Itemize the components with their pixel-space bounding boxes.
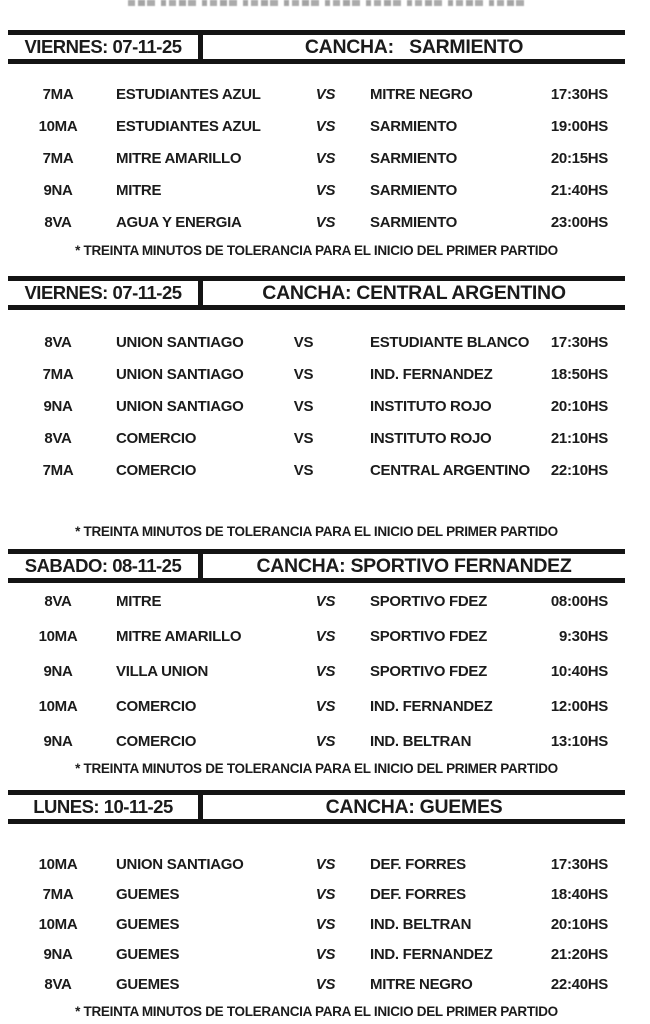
vs-label: VS <box>315 945 336 963</box>
fixture-section <box>8 276 625 540</box>
vs-label: VS <box>315 663 336 680</box>
match-time: 22:40HS <box>550 975 608 993</box>
section-venue-label: CANCHA: SPORTIVO FERNANDEZ <box>256 554 572 577</box>
match-row <box>8 939 625 969</box>
away-team: IND. BELTRAN <box>370 733 472 750</box>
match-row <box>8 584 625 619</box>
away-team: SPORTIVO FDEZ <box>370 593 487 610</box>
match-row <box>8 724 625 759</box>
away-team: SARMIENTO <box>370 213 458 231</box>
match-row <box>8 78 625 110</box>
match-time: 20:10HS <box>550 915 608 933</box>
match-time: 23:00HS <box>550 213 608 231</box>
match-time: 9:30HS <box>558 628 608 645</box>
match-row <box>8 206 625 238</box>
home-team: ESTUDIANTES AZUL <box>116 85 261 103</box>
match-time: 21:20HS <box>550 945 608 963</box>
vs-label: VS <box>293 461 314 479</box>
match-row <box>8 879 625 909</box>
match-list <box>8 78 625 238</box>
home-team: UNION SANTIAGO <box>116 397 244 415</box>
section-header <box>8 790 625 824</box>
match-time: 13:10HS <box>550 733 608 750</box>
match-row <box>8 110 625 142</box>
home-team: AGUA Y ENERGIA <box>116 213 242 231</box>
vs-label: VS <box>315 181 336 199</box>
match-time: 18:40HS <box>550 885 608 903</box>
home-team: COMERCIO <box>116 429 197 447</box>
home-team: COMERCIO <box>116 461 197 479</box>
section-venue-label: CANCHA: GUEMES <box>325 795 503 818</box>
section-header <box>8 549 625 583</box>
fixture-section <box>8 549 625 777</box>
match-time: 17:30HS <box>550 855 608 873</box>
vs-label: VS <box>293 429 314 447</box>
away-team: MITRE NEGRO <box>370 85 473 103</box>
vs-label: VS <box>293 365 314 383</box>
home-team: COMERCIO <box>116 733 197 750</box>
vs-label: VS <box>315 698 336 715</box>
away-team: SPORTIVO FDEZ <box>370 628 487 645</box>
section-date-label: VIERNES: 07-11-25 <box>24 36 182 57</box>
away-team: DEF. FORRES <box>370 885 466 903</box>
match-row <box>8 422 625 454</box>
match-time: 17:30HS <box>550 85 608 103</box>
match-time: 18:50HS <box>550 365 608 383</box>
match-category: 7MA <box>42 885 74 903</box>
vs-label: VS <box>315 628 336 645</box>
match-time: 08:00HS <box>550 593 608 610</box>
away-team: SARMIENTO <box>370 149 458 167</box>
match-row <box>8 390 625 422</box>
home-team: GUEMES <box>116 975 180 993</box>
match-time: 20:10HS <box>550 397 608 415</box>
fixture-section <box>8 790 625 1020</box>
section-header <box>8 30 625 64</box>
match-category: 7MA <box>42 149 74 167</box>
away-team: INSTITUTO ROJO <box>370 429 492 447</box>
match-row <box>8 174 625 206</box>
match-time: 19:00HS <box>550 117 608 135</box>
match-category: 7MA <box>42 85 74 103</box>
vs-label: VS <box>315 149 336 167</box>
match-row <box>8 326 625 358</box>
home-team: UNION SANTIAGO <box>116 333 244 351</box>
match-category: 7MA <box>42 365 74 383</box>
home-team: GUEMES <box>116 885 180 903</box>
match-category: 9NA <box>43 945 73 963</box>
vs-label: VS <box>293 333 314 351</box>
section-date-label: LUNES: 10-11-25 <box>33 796 173 817</box>
vs-label: VS <box>315 213 336 231</box>
away-team: CENTRAL ARGENTINO <box>370 461 530 479</box>
match-category: 9NA <box>43 181 73 199</box>
match-time: 12:00HS <box>550 698 608 715</box>
home-team: COMERCIO <box>116 698 197 715</box>
match-category: 8VA <box>44 593 72 610</box>
match-row <box>8 619 625 654</box>
vs-label: VS <box>315 85 336 103</box>
vs-label: VS <box>315 593 336 610</box>
match-row <box>8 849 625 879</box>
match-row <box>8 454 625 486</box>
tolerance-note: * TREINTA MINUTOS DE TOLERANCIA PARA EL INICIO DEL PRIMER PARTIDO <box>75 524 558 539</box>
away-team: INSTITUTO ROJO <box>370 397 492 415</box>
home-team: MITRE <box>116 593 162 610</box>
fixture-sections <box>8 8 625 1020</box>
match-list <box>8 326 625 486</box>
home-team: VILLA UNION <box>116 663 208 680</box>
home-team: ESTUDIANTES AZUL <box>116 117 261 135</box>
match-time: 21:10HS <box>550 429 608 447</box>
home-team: UNION SANTIAGO <box>116 855 244 873</box>
match-category: 8VA <box>44 333 72 351</box>
match-time: 17:30HS <box>550 333 608 351</box>
match-time: 20:15HS <box>550 149 608 167</box>
section-venue-label: CANCHA: CENTRAL ARGENTINO <box>262 281 566 304</box>
vs-label: VS <box>315 915 336 933</box>
home-team: GUEMES <box>116 945 180 963</box>
match-time: 10:40HS <box>550 663 608 680</box>
match-category: 9NA <box>43 663 73 680</box>
away-team: MITRE NEGRO <box>370 975 473 993</box>
match-category: 9NA <box>43 397 73 415</box>
away-team: IND. FERNANDEZ <box>370 365 493 383</box>
match-list <box>8 584 625 759</box>
away-team: SARMIENTO <box>370 117 458 135</box>
match-row <box>8 909 625 939</box>
match-category: 9NA <box>43 733 73 750</box>
match-category: 10MA <box>38 698 78 715</box>
match-category: 10MA <box>38 628 78 645</box>
section-date-label: VIERNES: 07-11-25 <box>24 282 182 303</box>
away-team: IND. FERNANDEZ <box>370 945 493 963</box>
home-team: GUEMES <box>116 915 180 933</box>
match-category: 8VA <box>44 975 72 993</box>
vs-label: VS <box>315 117 336 135</box>
match-time: 21:40HS <box>550 181 608 199</box>
fixture-section <box>8 30 625 259</box>
home-team: MITRE AMARILLO <box>116 149 242 167</box>
vs-label: VS <box>315 855 336 873</box>
match-row <box>8 654 625 689</box>
match-category: 8VA <box>44 429 72 447</box>
vs-label: VS <box>293 397 314 415</box>
vs-label: VS <box>315 885 336 903</box>
match-row <box>8 358 625 390</box>
away-team: IND. BELTRAN <box>370 915 472 933</box>
match-category: 10MA <box>38 117 78 135</box>
away-team: SPORTIVO FDEZ <box>370 663 487 680</box>
match-category: 10MA <box>38 855 78 873</box>
vs-label: VS <box>315 975 336 993</box>
away-team: ESTUDIANTE BLANCO <box>370 333 530 351</box>
match-time: 22:10HS <box>550 461 608 479</box>
tolerance-note: * TREINTA MINUTOS DE TOLERANCIA PARA EL INICIO DEL PRIMER PARTIDO <box>75 243 558 258</box>
away-team: DEF. FORRES <box>370 855 466 873</box>
tolerance-note: * TREINTA MINUTOS DE TOLERANCIA PARA EL INICIO DEL PRIMER PARTIDO <box>75 1004 558 1019</box>
home-team: UNION SANTIAGO <box>116 365 244 383</box>
vs-label: VS <box>315 733 336 750</box>
match-category: 10MA <box>38 915 78 933</box>
home-team: MITRE <box>116 181 162 199</box>
match-row <box>8 969 625 999</box>
match-row <box>8 689 625 724</box>
tolerance-note: * TREINTA MINUTOS DE TOLERANCIA PARA EL INICIO DEL PRIMER PARTIDO <box>75 761 558 776</box>
section-date-label: SABADO: 08-11-25 <box>24 555 182 576</box>
section-header <box>8 276 625 310</box>
match-row <box>8 142 625 174</box>
match-category: 8VA <box>44 213 72 231</box>
match-list <box>8 849 625 999</box>
home-team: MITRE AMARILLO <box>116 628 242 645</box>
match-category: 7MA <box>42 461 74 479</box>
away-team: IND. FERNANDEZ <box>370 698 493 715</box>
section-venue-label: CANCHA: SARMIENTO <box>304 35 524 58</box>
clipped-page-title <box>128 0 524 6</box>
away-team: SARMIENTO <box>370 181 458 199</box>
